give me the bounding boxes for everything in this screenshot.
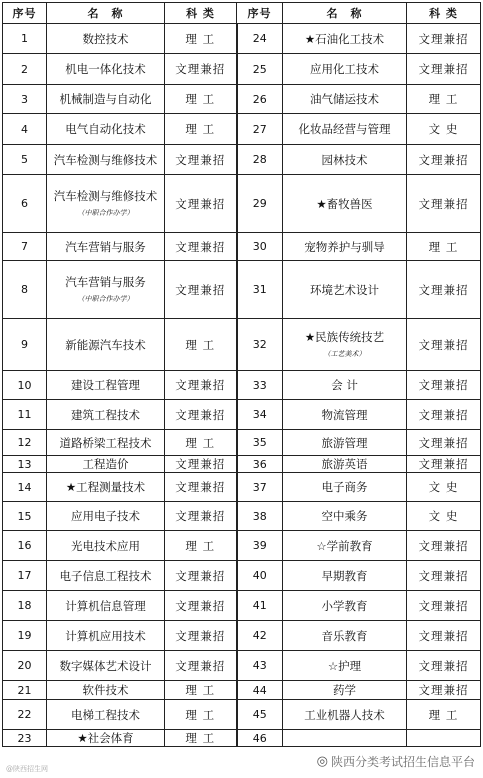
major-name: 工程造价 (82, 457, 129, 471)
seq-cell: 34 (237, 400, 283, 430)
major-name-cell (283, 261, 407, 319)
major-name: 电气自动化技术 (65, 122, 146, 136)
category-cell: 文理兼招 (407, 651, 481, 681)
category-cell: 文 史 (407, 502, 481, 531)
seq-cell: 45 (237, 700, 283, 730)
major-name: 汽车营销与服务 (65, 239, 146, 254)
seq-cell: 21 (3, 681, 47, 700)
major-name-cell (283, 502, 407, 531)
category-cell: 文理兼招 (407, 681, 481, 700)
major-name: 会 计 (331, 378, 358, 392)
seq-cell: 19 (3, 621, 47, 651)
wechat-icon: ◎ (316, 754, 328, 769)
table-row (3, 531, 481, 561)
seq-cell: 20 (3, 651, 47, 681)
major-name: 新能源汽车技术 (65, 337, 146, 352)
major-name: 道路桥梁工程技术 (59, 435, 152, 450)
major-name-cell (47, 145, 165, 175)
category-cell: 文理兼招 (407, 430, 481, 456)
seq-cell: 10 (3, 371, 47, 400)
watermark (315, 753, 477, 770)
seq-cell: 33 (237, 371, 283, 400)
seq-cell: 40 (237, 561, 283, 591)
category-cell: 文理兼招 (407, 400, 481, 430)
major-name-cell (283, 473, 407, 502)
major-name: ☆学前教育 (316, 538, 373, 553)
table-row (3, 85, 481, 114)
seq-cell: 12 (3, 430, 47, 456)
table-row (3, 261, 481, 319)
table-row (3, 651, 481, 681)
category-cell: 理 工 (407, 85, 481, 114)
major-name: 油气储运技术 (310, 92, 379, 106)
major-name: 计算机应用技术 (65, 628, 146, 643)
majors-table (2, 2, 481, 747)
major-name: ★民族传统技艺 (304, 329, 385, 344)
major-name: 汽车检测与维修技术 (53, 152, 158, 167)
category-cell: 文理兼招 (165, 371, 237, 400)
table-row (3, 175, 481, 233)
major-note: （中职合作办学） (77, 208, 134, 217)
major-name-cell (47, 371, 165, 400)
seq-cell: 17 (3, 561, 47, 591)
category-cell: 理 工 (165, 681, 237, 700)
category-cell: 文理兼招 (407, 531, 481, 561)
seq-cell: 35 (237, 430, 283, 456)
seq-cell: 39 (237, 531, 283, 561)
category-cell: 文理兼招 (165, 400, 237, 430)
table-body (3, 24, 481, 747)
major-name-cell (47, 319, 165, 371)
seq-cell: 4 (3, 114, 47, 145)
major-name: 应用化工技术 (310, 62, 379, 76)
table-row (3, 24, 481, 54)
major-name: ★工程测量技术 (65, 480, 146, 494)
category-cell: 文理兼招 (165, 651, 237, 681)
major-name-cell (283, 456, 407, 473)
table-row (3, 456, 481, 473)
major-name-cell (47, 54, 165, 85)
header-category-left: 科 类 (165, 3, 237, 24)
major-name: 机械制造与自动化 (59, 92, 152, 106)
seq-cell: 24 (237, 24, 283, 54)
table-row (3, 114, 481, 145)
major-name: 计算机信息管理 (65, 598, 146, 613)
major-name-cell (283, 730, 407, 747)
watermark-left: @陕西招生网 (6, 765, 48, 773)
category-cell: 文理兼招 (165, 456, 237, 473)
major-name: 宠物养护与驯导 (304, 239, 385, 254)
major-name: 园林技术 (321, 152, 368, 167)
category-cell: 文理兼招 (165, 233, 237, 261)
table-row (3, 319, 481, 371)
major-name-cell (47, 561, 165, 591)
major-name: 电子商务 (321, 480, 368, 494)
major-name: 光电技术应用 (71, 538, 140, 553)
category-cell: 文理兼招 (407, 561, 481, 591)
table-row (3, 700, 481, 730)
major-name-cell (47, 621, 165, 651)
header-name-left: 名 称 (47, 3, 165, 24)
category-cell: 理 工 (165, 114, 237, 145)
major-name-cell (283, 621, 407, 651)
major-name: ★畜牧兽医 (316, 196, 373, 211)
category-cell: 文理兼招 (407, 591, 481, 621)
major-name: ☆护理 (327, 658, 362, 673)
major-name-cell (283, 651, 407, 681)
major-name-cell (47, 24, 165, 54)
major-name: 汽车检测与维修技术 (53, 188, 158, 203)
seq-cell: 29 (237, 175, 283, 233)
table-row (3, 561, 481, 591)
table-row (3, 502, 481, 531)
header-name-right: 名 称 (283, 3, 407, 24)
major-name: 化妆品经营与管理 (298, 122, 391, 136)
major-name: 环境艺术设计 (310, 282, 379, 297)
category-cell: 文理兼招 (165, 473, 237, 502)
major-name-cell (283, 175, 407, 233)
seq-cell: 9 (3, 319, 47, 371)
table-row (3, 730, 481, 747)
seq-cell: 36 (237, 456, 283, 473)
category-cell: 文理兼招 (407, 621, 481, 651)
seq-cell: 3 (3, 85, 47, 114)
table-row (3, 681, 481, 700)
seq-cell: 43 (237, 651, 283, 681)
category-cell: 理 工 (165, 700, 237, 730)
seq-cell: 42 (237, 621, 283, 651)
seq-cell: 15 (3, 502, 47, 531)
major-name-cell (283, 319, 407, 371)
major-name: 汽车营销与服务 (65, 274, 146, 289)
major-name: 应用电子技术 (71, 509, 140, 523)
seq-cell: 32 (237, 319, 283, 371)
major-name-cell (283, 561, 407, 591)
major-name: ★社会体育 (77, 731, 134, 745)
major-name-cell (283, 54, 407, 85)
category-cell: 文理兼招 (407, 24, 481, 54)
table-row (3, 400, 481, 430)
category-cell: 理 工 (407, 700, 481, 730)
major-name-cell (47, 114, 165, 145)
major-note: （中职合作办学） (77, 294, 134, 303)
major-name-cell (47, 502, 165, 531)
seq-cell: 2 (3, 54, 47, 85)
major-name: 音乐教育 (321, 628, 368, 643)
category-cell: 文理兼招 (165, 621, 237, 651)
major-name: 旅游管理 (321, 435, 368, 450)
seq-cell: 38 (237, 502, 283, 531)
seq-cell: 18 (3, 591, 47, 621)
major-name-cell (47, 651, 165, 681)
major-name: 电子信息工程技术 (59, 568, 152, 583)
seq-cell: 13 (3, 456, 47, 473)
seq-cell: 44 (237, 681, 283, 700)
major-name: 电梯工程技术 (71, 707, 140, 722)
category-cell: 文理兼招 (407, 261, 481, 319)
category-cell: 文理兼招 (165, 54, 237, 85)
seq-cell: 22 (3, 700, 47, 730)
major-name-cell (47, 531, 165, 561)
table-row (3, 621, 481, 651)
major-name-cell (283, 24, 407, 54)
major-name-cell (283, 114, 407, 145)
major-name-cell (47, 730, 165, 747)
category-cell: 理 工 (165, 730, 237, 747)
category-cell (407, 730, 481, 747)
seq-cell: 30 (237, 233, 283, 261)
major-name-cell (283, 400, 407, 430)
table-row (3, 233, 481, 261)
major-name-cell (283, 371, 407, 400)
major-name: 早期教育 (321, 568, 368, 583)
category-cell: 文理兼招 (165, 591, 237, 621)
major-name: 物流管理 (321, 407, 368, 422)
table-row (3, 430, 481, 456)
category-cell: 文 史 (407, 114, 481, 145)
seq-cell: 8 (3, 261, 47, 319)
major-name-cell (283, 531, 407, 561)
category-cell: 理 工 (165, 430, 237, 456)
table-row (3, 145, 481, 175)
major-name: 数控技术 (82, 31, 129, 46)
category-cell: 文理兼招 (165, 175, 237, 233)
major-name-cell (283, 591, 407, 621)
major-name-cell (47, 456, 165, 473)
category-cell: 文理兼招 (165, 502, 237, 531)
major-name-cell (47, 681, 165, 700)
category-cell: 文理兼招 (407, 319, 481, 371)
major-name: 数字媒体艺术设计 (59, 658, 152, 673)
seq-cell: 26 (237, 85, 283, 114)
major-name-cell (283, 430, 407, 456)
seq-cell: 14 (3, 473, 47, 502)
table-row (3, 591, 481, 621)
major-name-cell (47, 700, 165, 730)
major-name-cell (47, 261, 165, 319)
major-name: 空中乘务 (321, 509, 368, 523)
category-cell: 理 工 (407, 233, 481, 261)
major-name-cell (47, 233, 165, 261)
seq-cell: 31 (237, 261, 283, 319)
major-name: 软件技术 (82, 683, 129, 697)
seq-cell: 27 (237, 114, 283, 145)
category-cell: 文理兼招 (165, 145, 237, 175)
seq-cell: 5 (3, 145, 47, 175)
major-name: 药学 (333, 683, 356, 697)
seq-cell: 16 (3, 531, 47, 561)
major-name-cell (47, 400, 165, 430)
category-cell: 理 工 (165, 85, 237, 114)
seq-cell: 46 (237, 730, 283, 747)
category-cell: 理 工 (165, 531, 237, 561)
category-cell: 理 工 (165, 24, 237, 54)
major-name: 建筑工程技术 (71, 407, 140, 422)
major-name-cell (283, 700, 407, 730)
seq-cell: 11 (3, 400, 47, 430)
category-cell: 文理兼招 (407, 175, 481, 233)
major-name: 旅游英语 (321, 457, 368, 471)
major-name: 小学教育 (321, 598, 368, 613)
seq-cell: 6 (3, 175, 47, 233)
seq-cell: 28 (237, 145, 283, 175)
category-cell: 文理兼招 (407, 371, 481, 400)
major-name: ★石油化工技术 (304, 31, 385, 46)
seq-cell: 1 (3, 24, 47, 54)
seq-cell: 7 (3, 233, 47, 261)
major-name-cell (47, 430, 165, 456)
category-cell: 文 史 (407, 473, 481, 502)
major-name: 建设工程管理 (71, 378, 140, 392)
category-cell: 文理兼招 (165, 561, 237, 591)
table-row (3, 54, 481, 85)
major-name-cell (283, 681, 407, 700)
category-cell: 文理兼招 (407, 54, 481, 85)
header-category-right: 科 类 (407, 3, 481, 24)
seq-cell: 23 (3, 730, 47, 747)
seq-cell: 25 (237, 54, 283, 85)
category-cell: 文理兼招 (165, 261, 237, 319)
table-row (3, 473, 481, 502)
major-name-cell (47, 85, 165, 114)
header-seq-right: 序号 (237, 3, 283, 24)
major-name-cell (283, 233, 407, 261)
major-name: 工业机器人技术 (304, 707, 385, 722)
category-cell: 理 工 (165, 319, 237, 371)
category-cell: 文理兼招 (407, 145, 481, 175)
major-name: 机电一体化技术 (65, 62, 146, 76)
major-note: （工艺美术） (323, 349, 366, 358)
major-name-cell (283, 145, 407, 175)
watermark-text: 陕西分类考试招生信息平台 (330, 755, 475, 769)
header-seq-left: 序号 (3, 3, 47, 24)
major-name-cell (47, 591, 165, 621)
seq-cell: 37 (237, 473, 283, 502)
category-cell: 文理兼招 (407, 456, 481, 473)
major-name-cell (47, 473, 165, 502)
header-row (3, 3, 481, 24)
table-row (3, 371, 481, 400)
major-name-cell (47, 175, 165, 233)
major-name-cell (283, 85, 407, 114)
seq-cell: 41 (237, 591, 283, 621)
